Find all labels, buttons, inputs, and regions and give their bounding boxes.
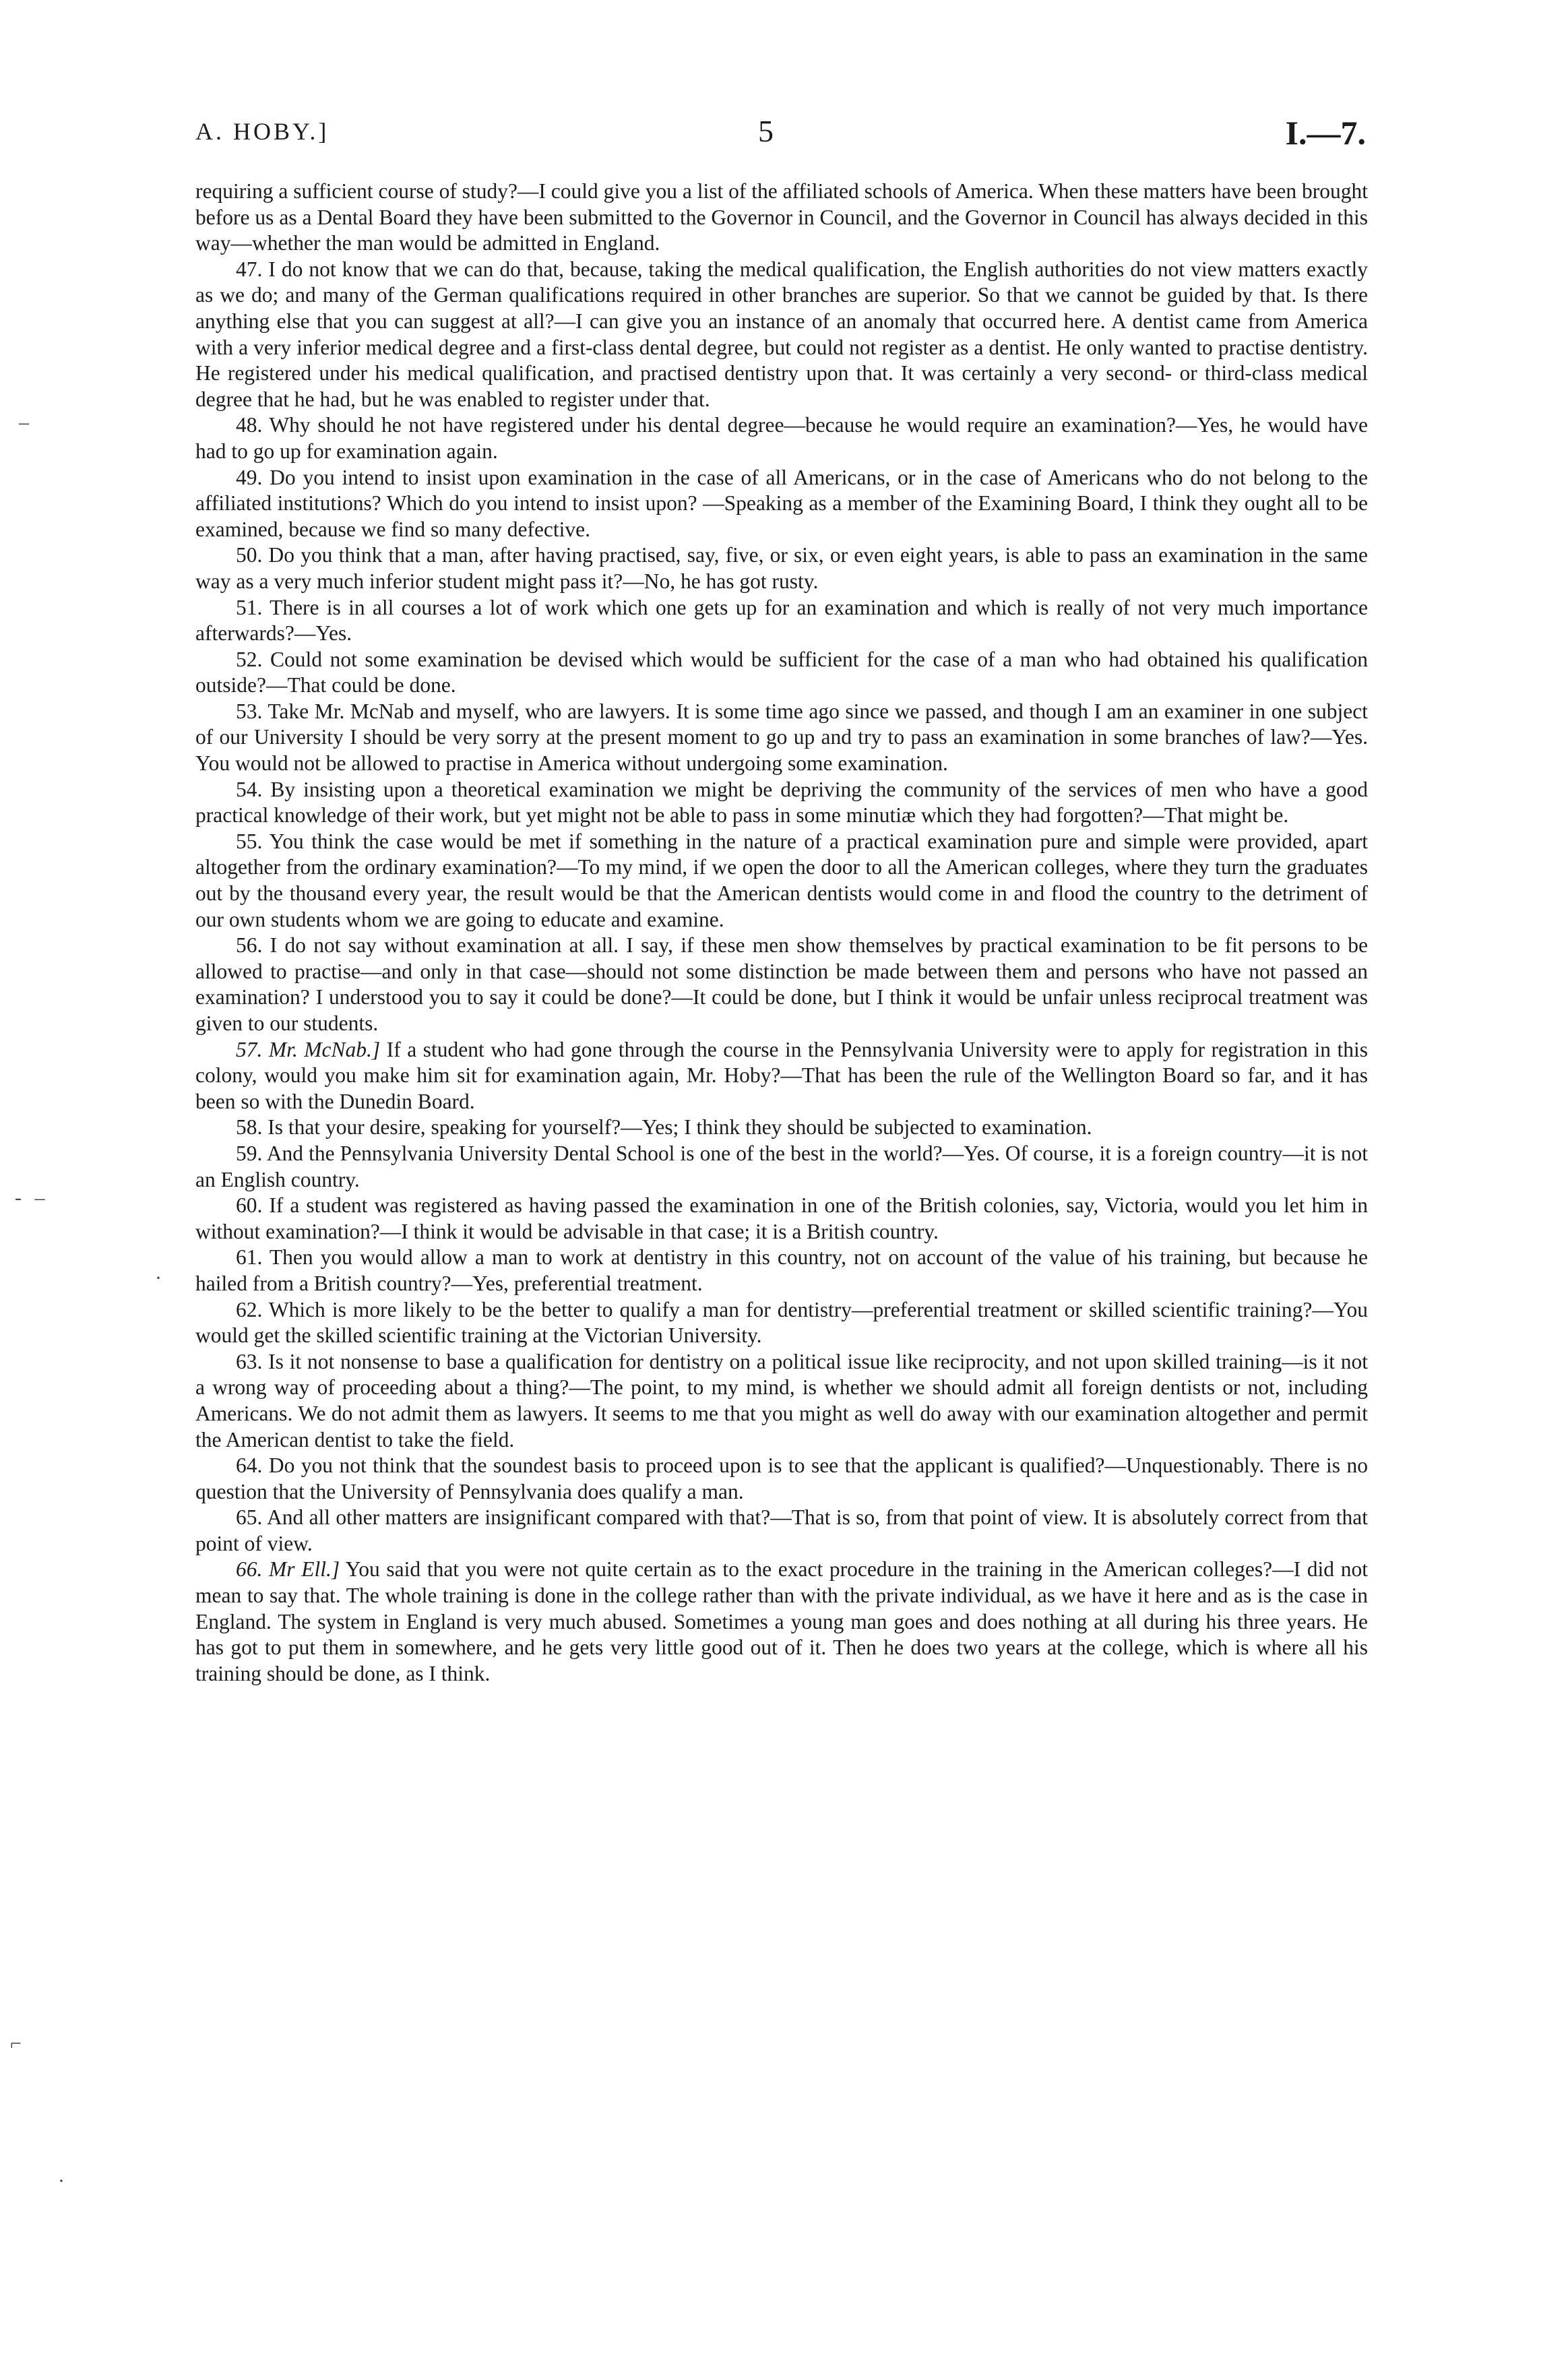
paragraph-60: 60. If a student was registered as having passed the examination in one of the British colonies, say, Victoria, would you let him in without examination?—I think it would be advisable in that case; it is a British country. [195,1193,1368,1243]
paragraph-66: 66. Mr Ell.] You said that you were not quite certain as to the exact procedure in the training in the American colleges?—I did not mean to say that. The whole training is done in the college rather than with the private individual, as we have it here and as is the case in England. The system in England is very much abused. Sometimes a young man goes and does nothing at all during his three years. He has got to put them in somewhere, and he gets very little good out of it. Then he does two years at the college, which is where all his training should be done, as I think. [195,1557,1368,1685]
margin-mark: - – [15,1187,49,1209]
paragraph-61: 61. Then you would allow a man to work at dentistry in this country, not on account of the value of his training, but because he hailed from a British country?—Yes, preferential treatment. [195,1245,1368,1295]
paragraph-continued: requiring a sufficient course of study?—I could give you a list of the affiliated schools of America. When these matters have been brought before us as a Dental Board they have been submitted to the Governor in Council, and the Governor in Council has always decided in this way—whether the man would be admitted in England. [195,179,1368,255]
margin-mark: · [155,1267,162,1289]
paragraph-47: 47. I do not know that we can do that, because, taking the medical qualification, the English authorities do not view matters exactly as we do; and many of the German qualifications required in other branches are superior. So that we cannot be guided by that. Is there anything else that you can suggest at all?—I can give you an instance of an anomaly that occurred here. A dentist came from America with a very inferior medical degree and a first-class dental degree, but could not register as a dentist. He only wanted to practise dentistry. He registered under his medical qualification, and practised dentistry upon that. It was certainly a very second- or third-class medical degree that he had, but he was enabled to register under that. [195,257,1368,411]
paragraph-55: 55. You think the case would be met if something in the nature of a practical examination pure and simple were provided, apart altogether from the ordinary examination?—To my mind, if we open the door to all the American colleges, where they turn the graduates out by the thousand every year, the result would be that the American dentists would come in and flood the country to the detriment of our own students whom we are going to educate and examine. [195,829,1368,931]
header-witness-name: A. HOBY.] [195,118,330,145]
paragraph-51: 51. There is in all courses a lot of work which one gets up for an examination and which is really of not very much importance afterwards?—Yes. [195,595,1368,646]
paragraph-65: 65. And all other matters are insignificant compared with that?—That is so, from that point of view. It is absolutely correct from that point of view. [195,1505,1368,1555]
paragraph-50: 50. Do you think that a man, after having practised, say, five, or six, or even eight years, is able to pass an examination in the same way as a very much inferior student might pass it?—No, he has got rusty. [195,543,1368,593]
speaker-label: 57. Mr. McNab.] [236,1037,381,1061]
paragraph-56: 56. I do not say without examination at all. I say, if these men show themselves by practical examination to be fit persons to be allowed to practise—and only in that case—should not some distinction be made between them and persons who have not passed an examination? I understood you to say it could be done?—It could be done, but I think it would be unfair unless reciprocal treatment was given to our students. [195,933,1368,1035]
margin-mark: – [19,411,29,433]
paragraph-62: 62. Which is more likely to be the better to qualify a man for dentistry—preferential treatment or skilled scientific training?—You would get the skilled scientific training at the Victorian University. [195,1297,1368,1348]
speaker-label: 66. Mr Ell.] [236,1557,340,1582]
page-header [0,113,1568,160]
margin-mark: · [58,2170,65,2192]
document-reference: I.—7. [1285,114,1366,152]
paragraph-49: 49. Do you intend to insist upon examination in the case of all Americans, or in the case of Americans who do not belong to the affiliated institutions? Which do you intend to insist upon? —Speaking as a member of the Examining Board, I think they ought all to be examined, because we find so many defective. [195,465,1368,541]
paragraph-64: 64. Do you not think that the soundest basis to proceed upon is to see that the applicant is qualified?—Unquestionably. There is no question that the University of Pennsylvania does qualify a man. [195,1454,1368,1503]
margin-mark: ⌐ [10,2032,22,2055]
page-number: 5 [758,114,774,148]
paragraph-52: 52. Could not some examination be devised which would be sufficient for the case of a man who had obtained his qualification outside?—That could be done. [195,647,1368,697]
evidence-body [195,179,1368,1687]
paragraph-57: 57. Mr. McNab.] If a student who had gone through the course in the Pennsylvania University were to apply for registration in this colony, would you make him sit for examination again, Mr. Hoby?—That has been the rule of the Wellington Board so far, and it has been so with the Dunedin Board. [195,1037,1369,1113]
paragraph-54: 54. By insisting upon a theoretical examination we might be depriving the community of the services of men who have a good practical knowledge of their work, but yet might not be able to pass in some minutiæ which they had forgotten?—That might be. [195,777,1368,828]
paragraph-63: 63. Is it not nonsense to base a qualification for dentistry on a political issue like reciprocity, and not upon skilled training—is it not a wrong way of proceeding about a thing?—The point, to my mind, is whether we should admit all foreign dentists or not, including Americans. We do not admit them as lawyers. It seems to me that you might as well do away with our examination altogether and permit the American dentist to take the field. [195,1349,1368,1452]
paragraph-59: 59. And the Pennsylvania University Dental School is one of the best in the world?—Yes. Of course, it is a foreign country—it is not an English country. [195,1141,1368,1191]
paragraph-53: 53. Take Mr. McNab and myself, who are lawyers. It is some time ago since we passed, and though I am an examiner in one subject of our University I should be very sorry at the present moment to go up and try to pass an examination in some branches of law?—Yes. You would not be allowed to practise in America without undergoing some examination. [195,699,1368,776]
paragraph-48: 48. Why should he not have registered under his dental degree—because he would require an examination?—Yes, he would have had to go up for examination again. [195,413,1368,463]
paragraph-58: 58. Is that your desire, speaking for yourself?—Yes; I think they should be subjected to examination. [236,1115,1092,1140]
